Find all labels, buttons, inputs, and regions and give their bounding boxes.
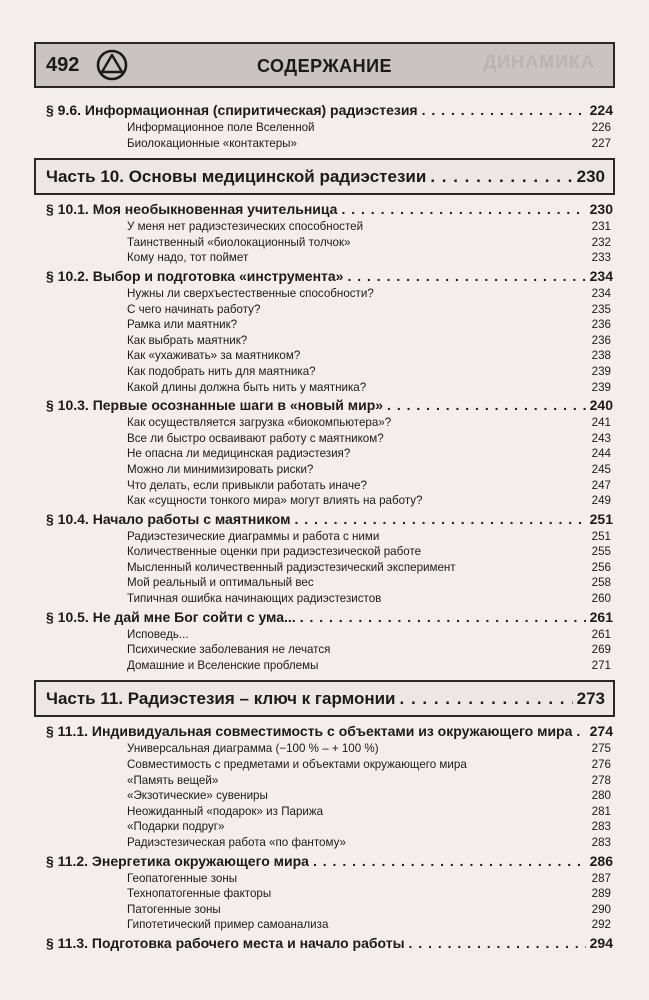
toc-entry-title: Как выбрать маятник?	[127, 333, 248, 347]
dot-leader	[341, 199, 585, 219]
toc-entry-title: Как осуществляется загрузка «биокомпьютера»?	[127, 416, 392, 430]
page-title: СОДЕРЖАНИЕ	[256, 56, 393, 76]
toc-entry-title: § 10.1. Моя необыкновенная учительница	[46, 201, 338, 218]
toc-page-number: 236	[591, 333, 611, 347]
toc-entry-title: Как «ухаживать» за маятником?	[127, 349, 301, 363]
toc-part	[34, 680, 615, 717]
toc-entry-title: С чего начинать работу?	[127, 302, 261, 316]
toc-entry-title: § 10.3. Первые осознанные шаги в «новый мир»	[46, 397, 384, 414]
dot-leader	[576, 721, 585, 741]
toc-entry-title: Типичная ошибка начинающих радиэстезистов	[127, 592, 382, 606]
toc-page-number: 230	[576, 166, 605, 186]
toc-page-number: 271	[591, 658, 611, 672]
toc-subentry	[34, 219, 615, 235]
dot-leader	[409, 933, 586, 953]
toc-subentry	[34, 286, 615, 302]
toc-entry-title: У меня нет радиэстезических способностей	[127, 220, 364, 234]
toc-page-number: 227	[591, 136, 611, 150]
toc-page-number: 236	[591, 318, 611, 332]
toc-entry-title: § 10.2. Выбор и подготовка «инструмента»	[46, 267, 344, 284]
toc-part	[34, 158, 615, 195]
toc-entry-title: «Подарки подруг»	[127, 820, 225, 834]
toc-subentry	[34, 317, 615, 333]
toc-page-number: 281	[591, 804, 611, 818]
toc-subentry	[34, 235, 615, 251]
toc-subentry	[34, 658, 615, 674]
toc-subentry	[34, 804, 615, 820]
toc-section	[34, 395, 615, 415]
toc-entry-title: Геопатогенные зоны	[127, 871, 238, 885]
toc-entry-title: § 9.6. Информационная (спиритическая) радиэстезия	[46, 102, 418, 118]
toc-page-number: 260	[591, 592, 611, 606]
toc-page-number: 290	[591, 902, 611, 916]
toc-entry-title: Радиэстезические диаграммы и работа с ними	[127, 529, 380, 543]
toc-subentry	[34, 902, 615, 918]
toc-entry-title: Технопатогенные факторы	[127, 887, 272, 901]
toc-page-number: 256	[591, 560, 611, 574]
toc-page-number: 289	[591, 887, 611, 901]
toc-entry-title: Домашние и Вселенские проблемы	[127, 658, 319, 672]
toc-page-number: 294	[589, 934, 613, 951]
toc-entry-title: Рамка или маятник?	[127, 318, 238, 332]
toc-entry-title: § 10.4. Начало работы с маятником	[46, 510, 291, 527]
toc-page-number: 251	[589, 510, 613, 527]
toc-subentry	[34, 529, 615, 545]
toc-subentry	[34, 575, 615, 591]
toc-entry-title: Таинственный «биолокационный толчок»	[127, 235, 351, 249]
toc-subentry	[34, 364, 615, 380]
toc-page-number: 247	[591, 478, 611, 492]
toc-entry-title: Радиэстезическая работа «по фантому»	[127, 836, 346, 849]
toc-entry-title: Часть 11. Радиэстезия – ключ к гармонии	[46, 688, 396, 708]
toc-page-number: 261	[591, 627, 611, 641]
toc-page-number: 280	[591, 789, 611, 803]
toc-subentry	[34, 741, 615, 757]
toc-section	[34, 100, 615, 120]
toc-page-number: 287	[591, 871, 611, 885]
toc-subentry	[34, 120, 615, 136]
toc-entry-title: Все ли быстро осваивают работу с маятником?	[127, 431, 384, 445]
toc-subentry	[34, 333, 615, 349]
toc-subentry	[34, 627, 615, 643]
toc-entry-title: Психические заболевания не лечатся	[127, 643, 331, 657]
toc-page-number: 238	[591, 349, 611, 363]
toc-entry-title: Совместимость с предметами и объектами окружающего мира	[127, 758, 467, 772]
toc-subentry	[34, 642, 615, 658]
toc-entry-title: § 11.3. Подготовка рабочего места и начало работы	[46, 934, 405, 951]
toc-page-number: 249	[591, 494, 611, 508]
toc-subentry	[34, 415, 615, 431]
toc-entry-title: Какой длины должна быть нить у маятника?	[127, 380, 367, 394]
dot-leader	[387, 395, 586, 415]
toc-entry-title: Неожиданный «подарок» из Парижа	[127, 804, 324, 818]
toc-page-number: 245	[591, 462, 611, 476]
toc-subentry	[34, 788, 615, 804]
toc-page-number: 273	[576, 688, 605, 708]
toc-subentry	[34, 250, 615, 266]
toc-entry-title: Биолокационные «контактеры»	[127, 136, 297, 150]
dot-leader	[294, 509, 585, 529]
dot-leader	[347, 266, 585, 286]
toc-entry-title: § 10.5. Не дай мне Бог сойти с ума...	[46, 608, 296, 625]
toc-section	[34, 933, 615, 953]
dot-leader	[422, 100, 586, 120]
toc-page-number: 258	[591, 576, 611, 590]
dot-leader	[430, 167, 572, 187]
dot-leader	[300, 607, 586, 627]
toc-page-number: 234	[591, 286, 611, 300]
toc-subentry	[34, 886, 615, 902]
toc-entry-title: Что делать, если привыкли работать иначе?	[127, 478, 367, 492]
toc-entry-title: Информационное поле Вселенной	[127, 121, 315, 134]
toc-entry-title: Часть 10. Основы медицинской радиэстезии	[46, 166, 427, 186]
toc-subentry	[34, 136, 615, 152]
toc-page-number: 243	[591, 431, 611, 445]
toc-section	[34, 199, 615, 219]
toc-entry-title: Мысленный количественный радиэстезический эксперимент	[127, 560, 456, 574]
toc-section	[34, 721, 615, 741]
toc-subentry	[34, 348, 615, 364]
page-header	[34, 42, 615, 88]
toc-page-number: 233	[591, 251, 611, 265]
toc-entry-title: § 11.2. Энергетика окружающего мира	[46, 852, 309, 869]
toc-page-number: 292	[591, 918, 611, 932]
toc-page-number: 224	[589, 102, 613, 118]
toc-subentry	[34, 591, 615, 607]
toc-subentry	[34, 302, 615, 318]
toc-entry-title: Не опасна ли медицинская радиэстезия?	[127, 447, 351, 461]
toc-entry-title: Универсальная диаграмма (−100 % – + 100 %)	[127, 742, 379, 756]
toc-page-number: 283	[591, 820, 611, 834]
toc-entry-title: Исповедь...	[127, 627, 189, 641]
toc-page-number: 230	[589, 201, 613, 218]
toc-section	[34, 607, 615, 627]
toc-page-number: 240	[589, 397, 613, 414]
toc-page-number: 278	[591, 773, 611, 787]
toc-page-number: 251	[591, 529, 611, 543]
bleed-through-text: ДИНАМИКА	[483, 52, 595, 72]
toc-page-number: 244	[591, 447, 611, 461]
toc-entry-title: Патогенные зоны	[127, 902, 221, 916]
toc-subentry	[34, 380, 615, 396]
toc-subentry	[34, 493, 615, 509]
toc-page-number: 261	[589, 608, 613, 625]
toc-subentry	[34, 757, 615, 773]
toc-page-number: 235	[591, 302, 611, 316]
toc-entry-title: Нужны ли сверхъестественные способности?	[127, 286, 374, 300]
toc-entry-title: Кому надо, тот поймет	[127, 251, 249, 265]
toc-subentry	[34, 835, 615, 851]
dot-leader	[400, 689, 573, 709]
toc-page-number: 231	[591, 220, 611, 234]
toc-subentry	[34, 478, 615, 494]
toc-section	[34, 851, 615, 871]
dot-leader	[313, 851, 586, 871]
toc-entry-title: Можно ли минимизировать риски?	[127, 462, 314, 476]
toc-subentry	[34, 871, 615, 887]
toc-page-number: 274	[589, 723, 613, 740]
toc-page-number: 226	[591, 121, 611, 134]
toc-entry-title: Гипотетический пример самоанализа	[127, 918, 329, 932]
toc-entry-title: Количественные оценки при радиэстезической работе	[127, 545, 422, 559]
toc-subentry	[34, 917, 615, 933]
toc-page-number: 241	[591, 416, 611, 430]
toc-page-number: 232	[591, 235, 611, 249]
toc-page-number: 234	[589, 267, 613, 284]
toc-page-number: 269	[591, 643, 611, 657]
toc-subentry	[34, 446, 615, 462]
toc-page-number: 255	[591, 545, 611, 559]
toc-entry-title: Как подобрать нить для маятника?	[127, 364, 316, 378]
toc-subentry	[34, 819, 615, 835]
toc-subentry	[34, 544, 615, 560]
toc-page-number: 276	[591, 758, 611, 772]
page-number: 492	[46, 53, 80, 76]
toc-subentry	[34, 560, 615, 576]
toc-subentry	[34, 773, 615, 789]
toc-subentry	[34, 431, 615, 447]
toc-section	[34, 266, 615, 286]
toc-page-number: 275	[591, 742, 611, 756]
toc-entry-title: «Память вещей»	[127, 773, 219, 787]
toc-section	[34, 509, 615, 529]
toc-entry-title: Как «сущности тонкого мира» могут влиять на работу?	[127, 494, 423, 508]
toc-entry-title: § 11.1. Индивидуальная совместимость с объектами из окружающего мира	[46, 723, 573, 740]
toc-page-number: 239	[591, 364, 611, 378]
toc-page-number: 239	[591, 380, 611, 394]
toc-entry-title: Мой реальный и оптимальный вес	[127, 576, 314, 590]
table-of-contents	[34, 100, 615, 953]
toc-subentry	[34, 462, 615, 478]
toc-page-number: 283	[591, 836, 611, 849]
toc-page-number: 286	[589, 852, 613, 869]
toc-entry-title: «Экзотические» сувениры	[127, 789, 268, 803]
